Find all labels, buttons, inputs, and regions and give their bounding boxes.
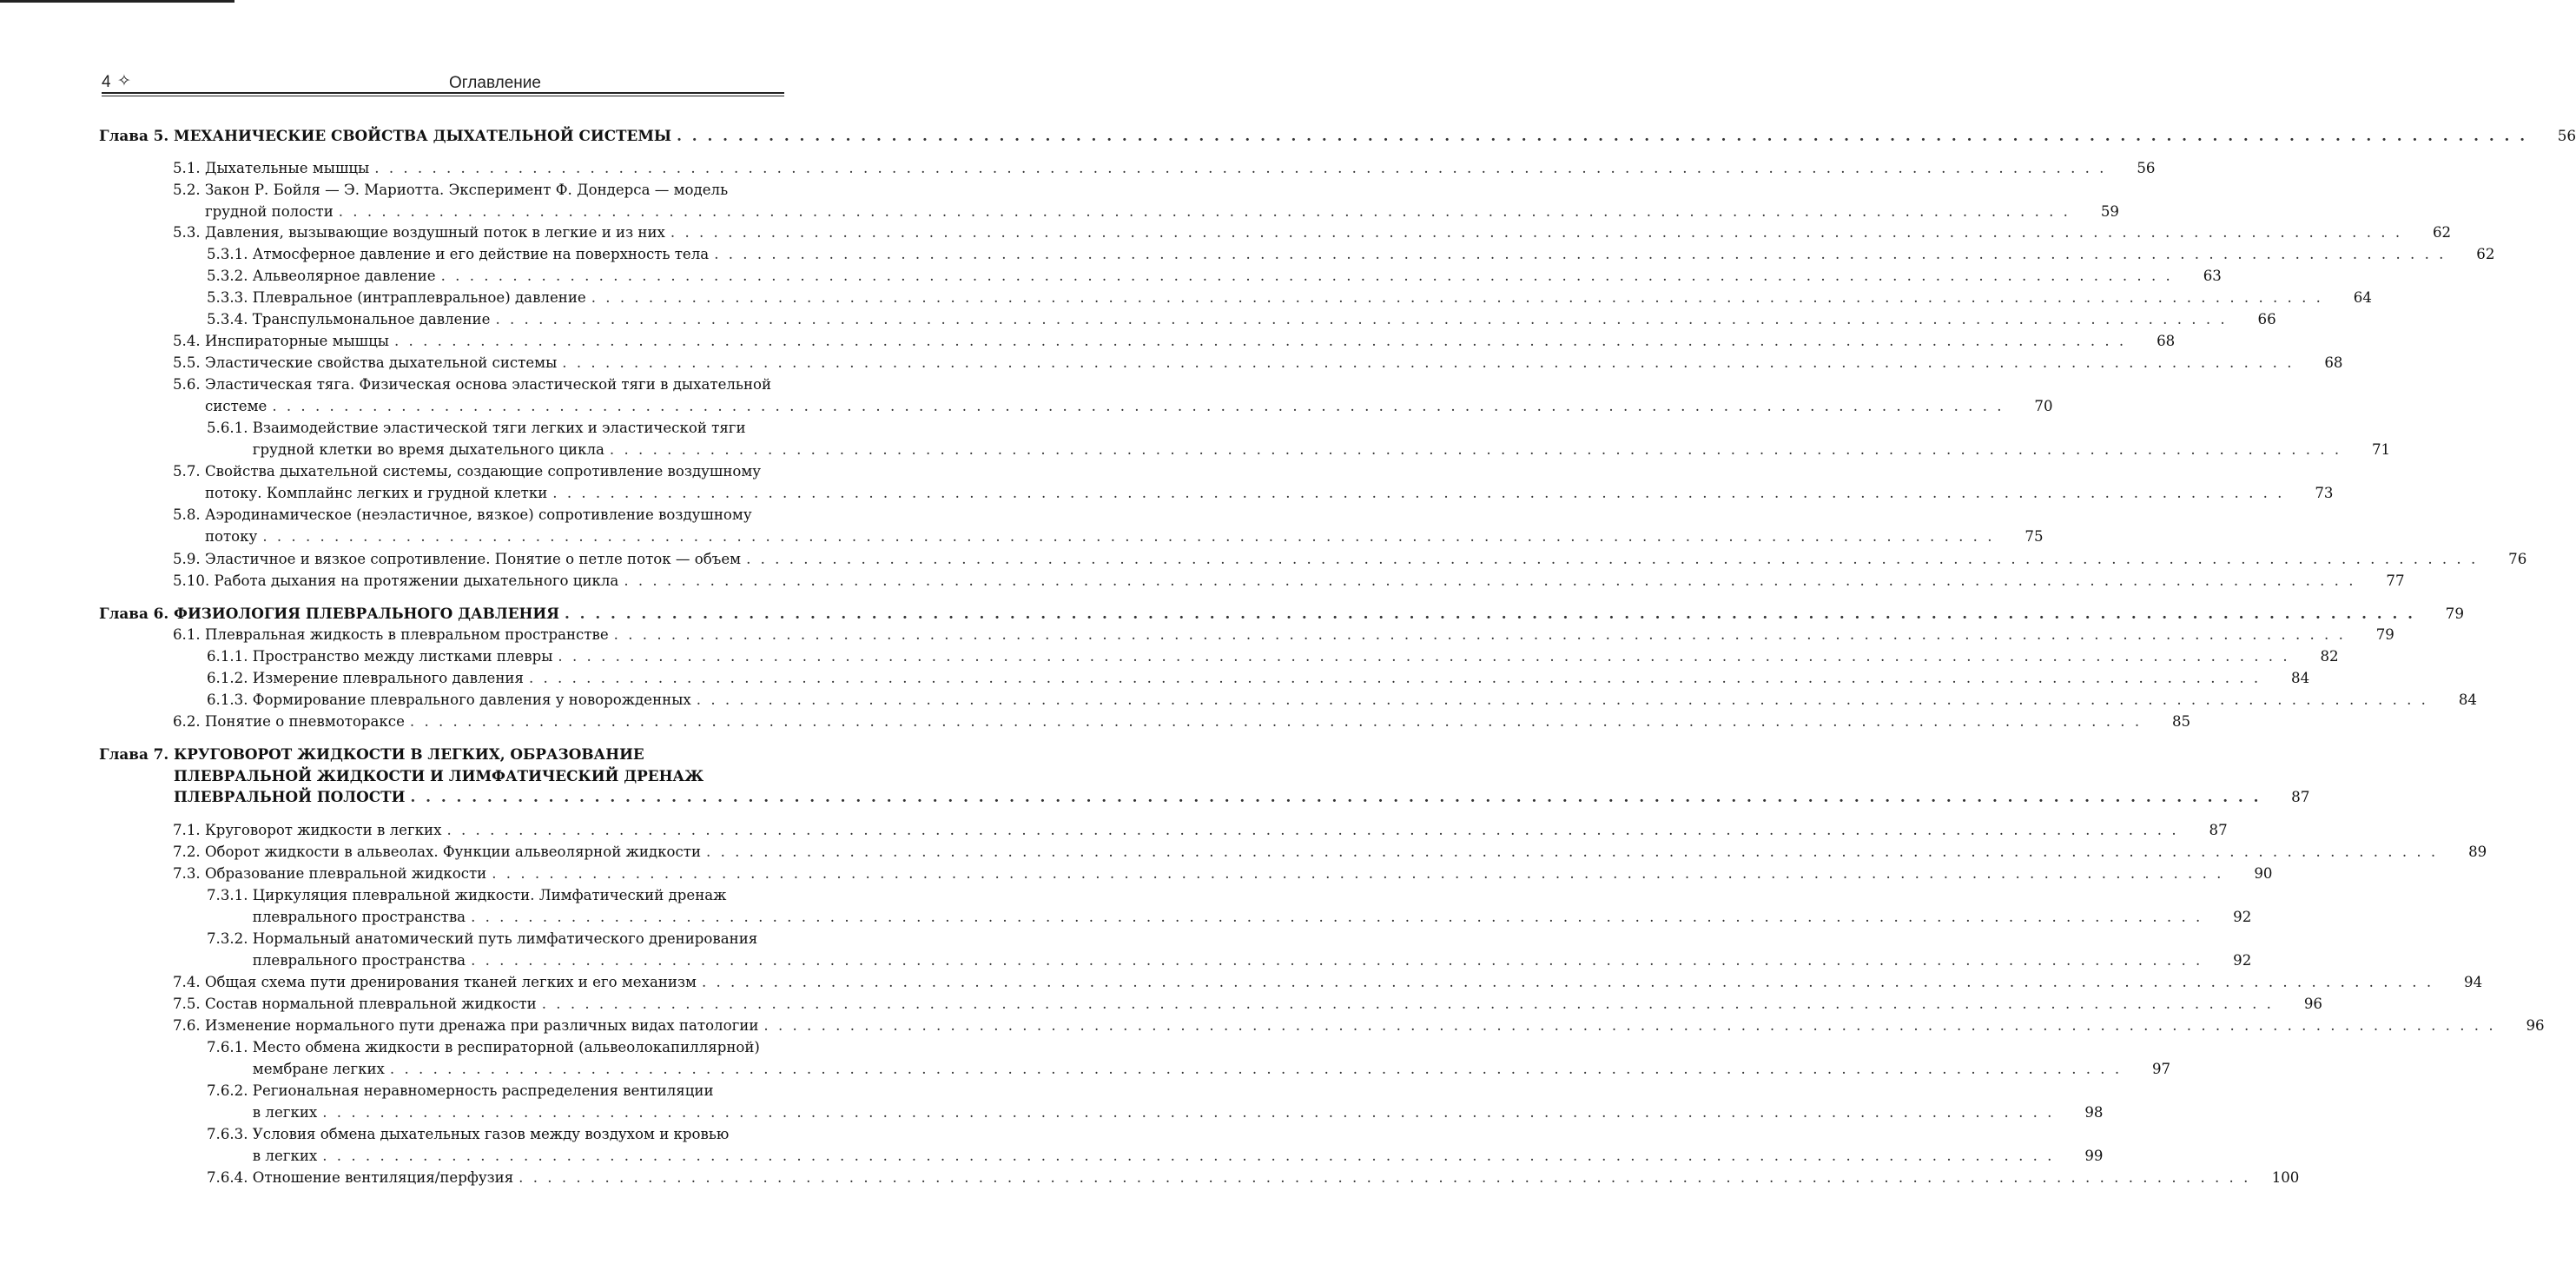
toc-entry-title: КРУГОВОРОТ ЖИДКОСТИ В ЛЕГКИХ, ОБРАЗОВАНИЕ — [174, 745, 644, 763]
dot-leader — [322, 1102, 2054, 1124]
toc-entry — [0, 929, 2252, 971]
toc-entry-number: 5.6.1. — [207, 420, 253, 436]
dot-leader — [558, 646, 2289, 668]
toc-page-number: 92 — [2233, 908, 2252, 925]
toc-page-number: 85 — [2171, 713, 2191, 730]
toc-entry — [0, 418, 2391, 460]
toc-page-number: 89 — [2468, 844, 2487, 860]
toc-entry-title: Эластические свойства дыхательной системы — [204, 354, 558, 371]
toc-entry — [0, 646, 2339, 668]
toc-entry-title: Аэродинамическое (неэластичное, вязкое) сопротивление воздушному — [204, 506, 752, 523]
dot-leader — [471, 907, 2203, 929]
toc-entry-title: Плевральное (интраплевральное) давление — [252, 289, 586, 306]
dot-leader — [394, 331, 2126, 353]
toc-entry-title: Условия обмена дыхательных газов между воздухом и кровью — [252, 1126, 730, 1142]
toc-entry — [0, 625, 2394, 646]
toc-entry — [0, 244, 2495, 266]
toc-entry-number: 7.6. — [173, 1017, 205, 1034]
toc-page-number: 68 — [2324, 354, 2343, 371]
toc-entry-title: в легких — [252, 1147, 318, 1164]
dot-leader — [552, 483, 2284, 505]
toc-entry-number: 5.10. — [173, 572, 215, 589]
dot-leader — [614, 625, 2346, 646]
dot-leader — [677, 125, 2527, 147]
dot-leader — [339, 202, 2071, 223]
toc-entry — [0, 549, 2527, 571]
dot-leader — [746, 549, 2478, 571]
toc-page-number: 96 — [2526, 1017, 2545, 1034]
toc-chapter — [0, 603, 2464, 625]
diamond-ornament-icon: ✧ — [117, 72, 131, 90]
toc-entry-title: Общая схема пути дренирования тканей легких и его механизм — [204, 974, 697, 990]
page-number: 4 — [102, 73, 111, 91]
toc-page-number: 64 — [2353, 289, 2372, 306]
toc-page-number: 97 — [2152, 1060, 2171, 1077]
toc-page-number: 79 — [2375, 626, 2394, 643]
toc-entry — [0, 288, 2372, 309]
toc-page-number: 71 — [2372, 440, 2391, 458]
toc-page-number: 70 — [2034, 397, 2053, 414]
toc-entry-title: Дыхательные мышцы — [204, 160, 370, 176]
toc-page-number: 63 — [2203, 268, 2222, 284]
toc-entry-number: 7.5. — [173, 996, 205, 1012]
toc-entry — [0, 309, 2276, 331]
toc-entry — [0, 1124, 2104, 1167]
toc-page-number: 56 — [2137, 160, 2156, 176]
dot-leader — [624, 571, 2355, 592]
toc-entry-title: Место обмена жидкости в респираторной (альвеолокапиллярной) — [252, 1039, 760, 1055]
toc-entry — [0, 690, 2477, 711]
toc-page-number: 84 — [2291, 670, 2310, 686]
toc-page-number: 100 — [2271, 1169, 2300, 1186]
dot-leader — [697, 690, 2428, 711]
toc-entry-title: ПЛЕВРАЛЬНОЙ ЖИДКОСТИ И ЛИМФАТИЧЕСКИЙ ДРЕНАЖ — [174, 766, 704, 784]
toc-entry-title: Свойства дыхательной системы, создающие сопротивление воздушному — [204, 463, 762, 480]
toc-entry-title: Альвеолярное давление — [252, 268, 436, 284]
toc-entry — [0, 1037, 2171, 1080]
toc-entry — [0, 885, 2252, 928]
toc-entry-number: 7.6.3. — [207, 1126, 253, 1142]
toc-entry — [0, 668, 2310, 690]
toc-entry — [0, 1081, 2104, 1123]
toc-page-number: 68 — [2157, 333, 2176, 349]
toc-page-number: 75 — [2024, 527, 2044, 545]
toc-entry-title: в легких — [252, 1103, 318, 1121]
dot-leader — [322, 1146, 2054, 1168]
dot-leader — [565, 603, 2415, 625]
toc-entry — [0, 994, 2322, 1016]
dot-leader — [446, 820, 2178, 842]
toc-entry-number: 7.3.2. — [207, 930, 253, 947]
toc-page-number: 90 — [2254, 865, 2273, 882]
toc-entry-number: 5.3.4. — [207, 311, 253, 328]
header-rule — [102, 92, 784, 94]
toc-entry-number: 5.6. — [173, 376, 205, 393]
toc-entry — [0, 266, 2222, 288]
toc-entry-title: Эластическая тяга. Физическая основа эластической тяги в дыхательной — [204, 376, 772, 393]
dot-leader — [471, 950, 2203, 972]
dot-leader — [714, 244, 2446, 266]
toc-entry-title: Циркуляция плевральной жидкости. Лимфатический дренаж — [252, 887, 727, 903]
toc-entry-number: 7.2. — [173, 844, 205, 860]
dot-leader — [670, 222, 2402, 244]
dot-leader — [591, 288, 2323, 309]
toc-entry-title: Отношение вентиляция/перфузия — [252, 1169, 514, 1186]
toc-page-number: 84 — [2458, 691, 2477, 708]
toc-entry-title: системе — [204, 397, 268, 414]
toc-entry — [0, 1016, 2545, 1037]
toc-entry-title: Понятие о пневмотораксе — [204, 713, 405, 730]
toc-entry — [0, 331, 2176, 353]
toc-page-number: 92 — [2233, 951, 2252, 969]
toc-entry-title: плеврального пространства — [252, 908, 466, 925]
toc-entry-title: Давления, вызывающие воздушный поток в легкие и из них — [204, 224, 665, 241]
toc-entry-number: 5.3.3. — [207, 289, 253, 306]
toc-page-number: 79 — [2445, 605, 2464, 622]
toc-entry-title: Региональная неравномерность распределения вентиляции — [252, 1082, 714, 1099]
toc-entry-number: 7.1. — [173, 822, 205, 838]
toc-page-number: 87 — [2209, 822, 2228, 838]
top-edge-rule — [0, 0, 234, 3]
toc-entry-title: грудной полости — [204, 202, 334, 220]
toc-entry-number: 5.1. — [173, 160, 205, 176]
toc-entry — [0, 353, 2343, 374]
toc-chapter — [0, 125, 2576, 147]
toc-entry-title: Взаимодействие эластической тяги легких и эластической тяги — [252, 420, 746, 436]
toc-page-number: 96 — [2303, 996, 2322, 1012]
toc-entry — [0, 461, 2334, 504]
toc-entry-title: Изменение нормального пути дренажа при различных видах патологии — [204, 1017, 759, 1034]
toc-entry-title: Формирование плеврального давления у новорожденных — [252, 691, 691, 708]
dot-leader — [410, 711, 2142, 733]
toc-entry-number: 5.9. — [173, 551, 205, 567]
toc-entry-title: ПЛЕВРАЛЬНОЙ ПОЛОСТИ — [174, 788, 406, 805]
toc-entry — [0, 972, 2483, 994]
toc-entry-title: плеврального пространства — [252, 951, 466, 969]
toc-entry-title: Инспираторные мышцы — [204, 333, 389, 349]
toc-entry-title: Оборот жидкости в альвеолах. Функции альвеолярной жидкости — [204, 844, 702, 860]
toc-entry-number: 5.5. — [173, 354, 205, 371]
toc-entry — [0, 842, 2487, 863]
toc-entry — [0, 505, 2044, 547]
toc-page-number: 66 — [2257, 311, 2276, 328]
toc-page-number: 56 — [2557, 127, 2576, 144]
toc-entry — [0, 863, 2273, 885]
toc-entry-title: Закон Р. Бойля — Э. Мариотта. Эксперимент Ф. Дондерса — модель — [204, 182, 729, 198]
toc-entry — [0, 374, 2053, 417]
toc-entry-number: 7.3. — [173, 865, 205, 882]
toc-entry-number: 7.3.1. — [207, 887, 253, 903]
toc-page-number: 62 — [2476, 246, 2495, 262]
toc-entry-number: 6.1. — [173, 626, 205, 643]
toc-entry-title: Состав нормальной плевральной жидкости — [204, 996, 537, 1012]
dot-leader — [519, 1168, 2250, 1189]
toc-page-number: 87 — [2291, 788, 2310, 805]
toc-page-number: 59 — [2100, 202, 2119, 220]
toc-entry-number: 6.1.2. — [207, 670, 253, 686]
toc-entry-number: 5.3.2. — [207, 268, 253, 284]
toc-entry-number: 7.4. — [173, 974, 205, 990]
toc-page-number: 94 — [2464, 974, 2483, 990]
dot-leader — [492, 863, 2223, 885]
toc-page-number: 82 — [2320, 648, 2339, 665]
dot-leader — [410, 786, 2261, 808]
toc-page-number: 76 — [2508, 551, 2527, 567]
toc-entry-title: Работа дыхания на протяжении дыхательного цикла — [214, 572, 619, 589]
toc-entry-title: потоку. Комплайнс легких и грудной клетки — [204, 484, 548, 501]
dot-leader — [374, 158, 2106, 180]
toc-page-number: 77 — [2386, 572, 2405, 589]
toc-entry-number: 5.3.1. — [207, 246, 253, 262]
toc-entry-title: грудной клетки во время дыхательного цикла — [252, 440, 604, 458]
toc-page-number: 99 — [2084, 1147, 2104, 1164]
toc-entry-title: Плевральная жидкость в плевральном пространстве — [204, 626, 609, 643]
dot-leader — [542, 994, 2274, 1016]
toc-entry-number: Глава 6. — [99, 605, 175, 622]
dot-leader — [495, 309, 2227, 331]
toc-entry-title: Пространство между листками плевры — [252, 648, 553, 665]
toc-entry — [0, 820, 2228, 842]
toc-entry-number: 7.6.2. — [207, 1082, 253, 1099]
toc-entry-title: Транспульмональное давление — [252, 311, 491, 328]
toc-entry-title: Атмосферное давление и его действие на поверхность тела — [252, 246, 710, 262]
toc-entry-title: Измерение плеврального давления — [252, 670, 524, 686]
toc-entry — [0, 571, 2405, 592]
dot-leader — [706, 842, 2438, 863]
toc-entry — [0, 222, 2452, 244]
toc-entry-title: Образование плевральной жидкости — [204, 865, 487, 882]
toc-entry-number: 7.6.1. — [207, 1039, 253, 1055]
toc-page-number: 73 — [2315, 484, 2334, 501]
dot-leader — [610, 440, 2342, 461]
toc-entry-title: ФИЗИОЛОГИЯ ПЛЕВРАЛЬНОГО ДАВЛЕНИЯ — [174, 605, 559, 622]
toc-chapter — [0, 744, 2310, 808]
toc-entry-number: 7.6.4. — [207, 1169, 253, 1186]
toc-entry-number: 5.7. — [173, 463, 205, 480]
toc-entry-title: Нормальный анатомический путь лимфатического дренирования — [252, 930, 758, 947]
toc-entry — [0, 1168, 2300, 1189]
dot-leader — [272, 396, 2004, 418]
running-title: Оглавление — [449, 74, 541, 92]
toc-entry — [0, 158, 2156, 180]
toc-entry-title: Круговорот жидкости в легких — [204, 822, 442, 838]
toc-entry-number: 6.1.3. — [207, 691, 253, 708]
toc-entry-number: 5.3. — [173, 224, 205, 241]
toc-page-number: 62 — [2432, 224, 2452, 241]
toc-entry-number: 5.8. — [173, 506, 205, 523]
toc-entry-title: потоку — [204, 527, 258, 545]
toc-entry-number: 5.4. — [173, 333, 205, 349]
dot-leader — [441, 266, 2173, 288]
toc-entry-number: 6.1.1. — [207, 648, 253, 665]
toc-page-number: 98 — [2084, 1103, 2104, 1121]
toc-entry-number: Глава 7. — [99, 745, 175, 763]
dot-leader — [390, 1059, 2122, 1081]
dot-leader — [529, 668, 2261, 690]
dot-leader — [562, 353, 2294, 374]
toc-entry — [0, 180, 2119, 222]
toc-entry — [0, 711, 2191, 733]
toc-entry-number: 6.2. — [173, 713, 205, 730]
dot-leader — [702, 972, 2434, 994]
dot-leader — [763, 1016, 2495, 1037]
toc-entry-title: мембране легких — [252, 1060, 385, 1077]
toc-entry-number: Глава 5. — [99, 127, 175, 144]
toc-entry-title: Эластичное и вязкое сопротивление. Понятие о петле поток — объем — [204, 551, 742, 567]
dot-leader — [262, 526, 1994, 548]
toc-entry-title: МЕХАНИЧЕСКИЕ СВОЙСТВА ДЫХАТЕЛЬНОЙ СИСТЕМЫ — [174, 127, 672, 144]
toc-entry-number: 5.2. — [173, 182, 205, 198]
